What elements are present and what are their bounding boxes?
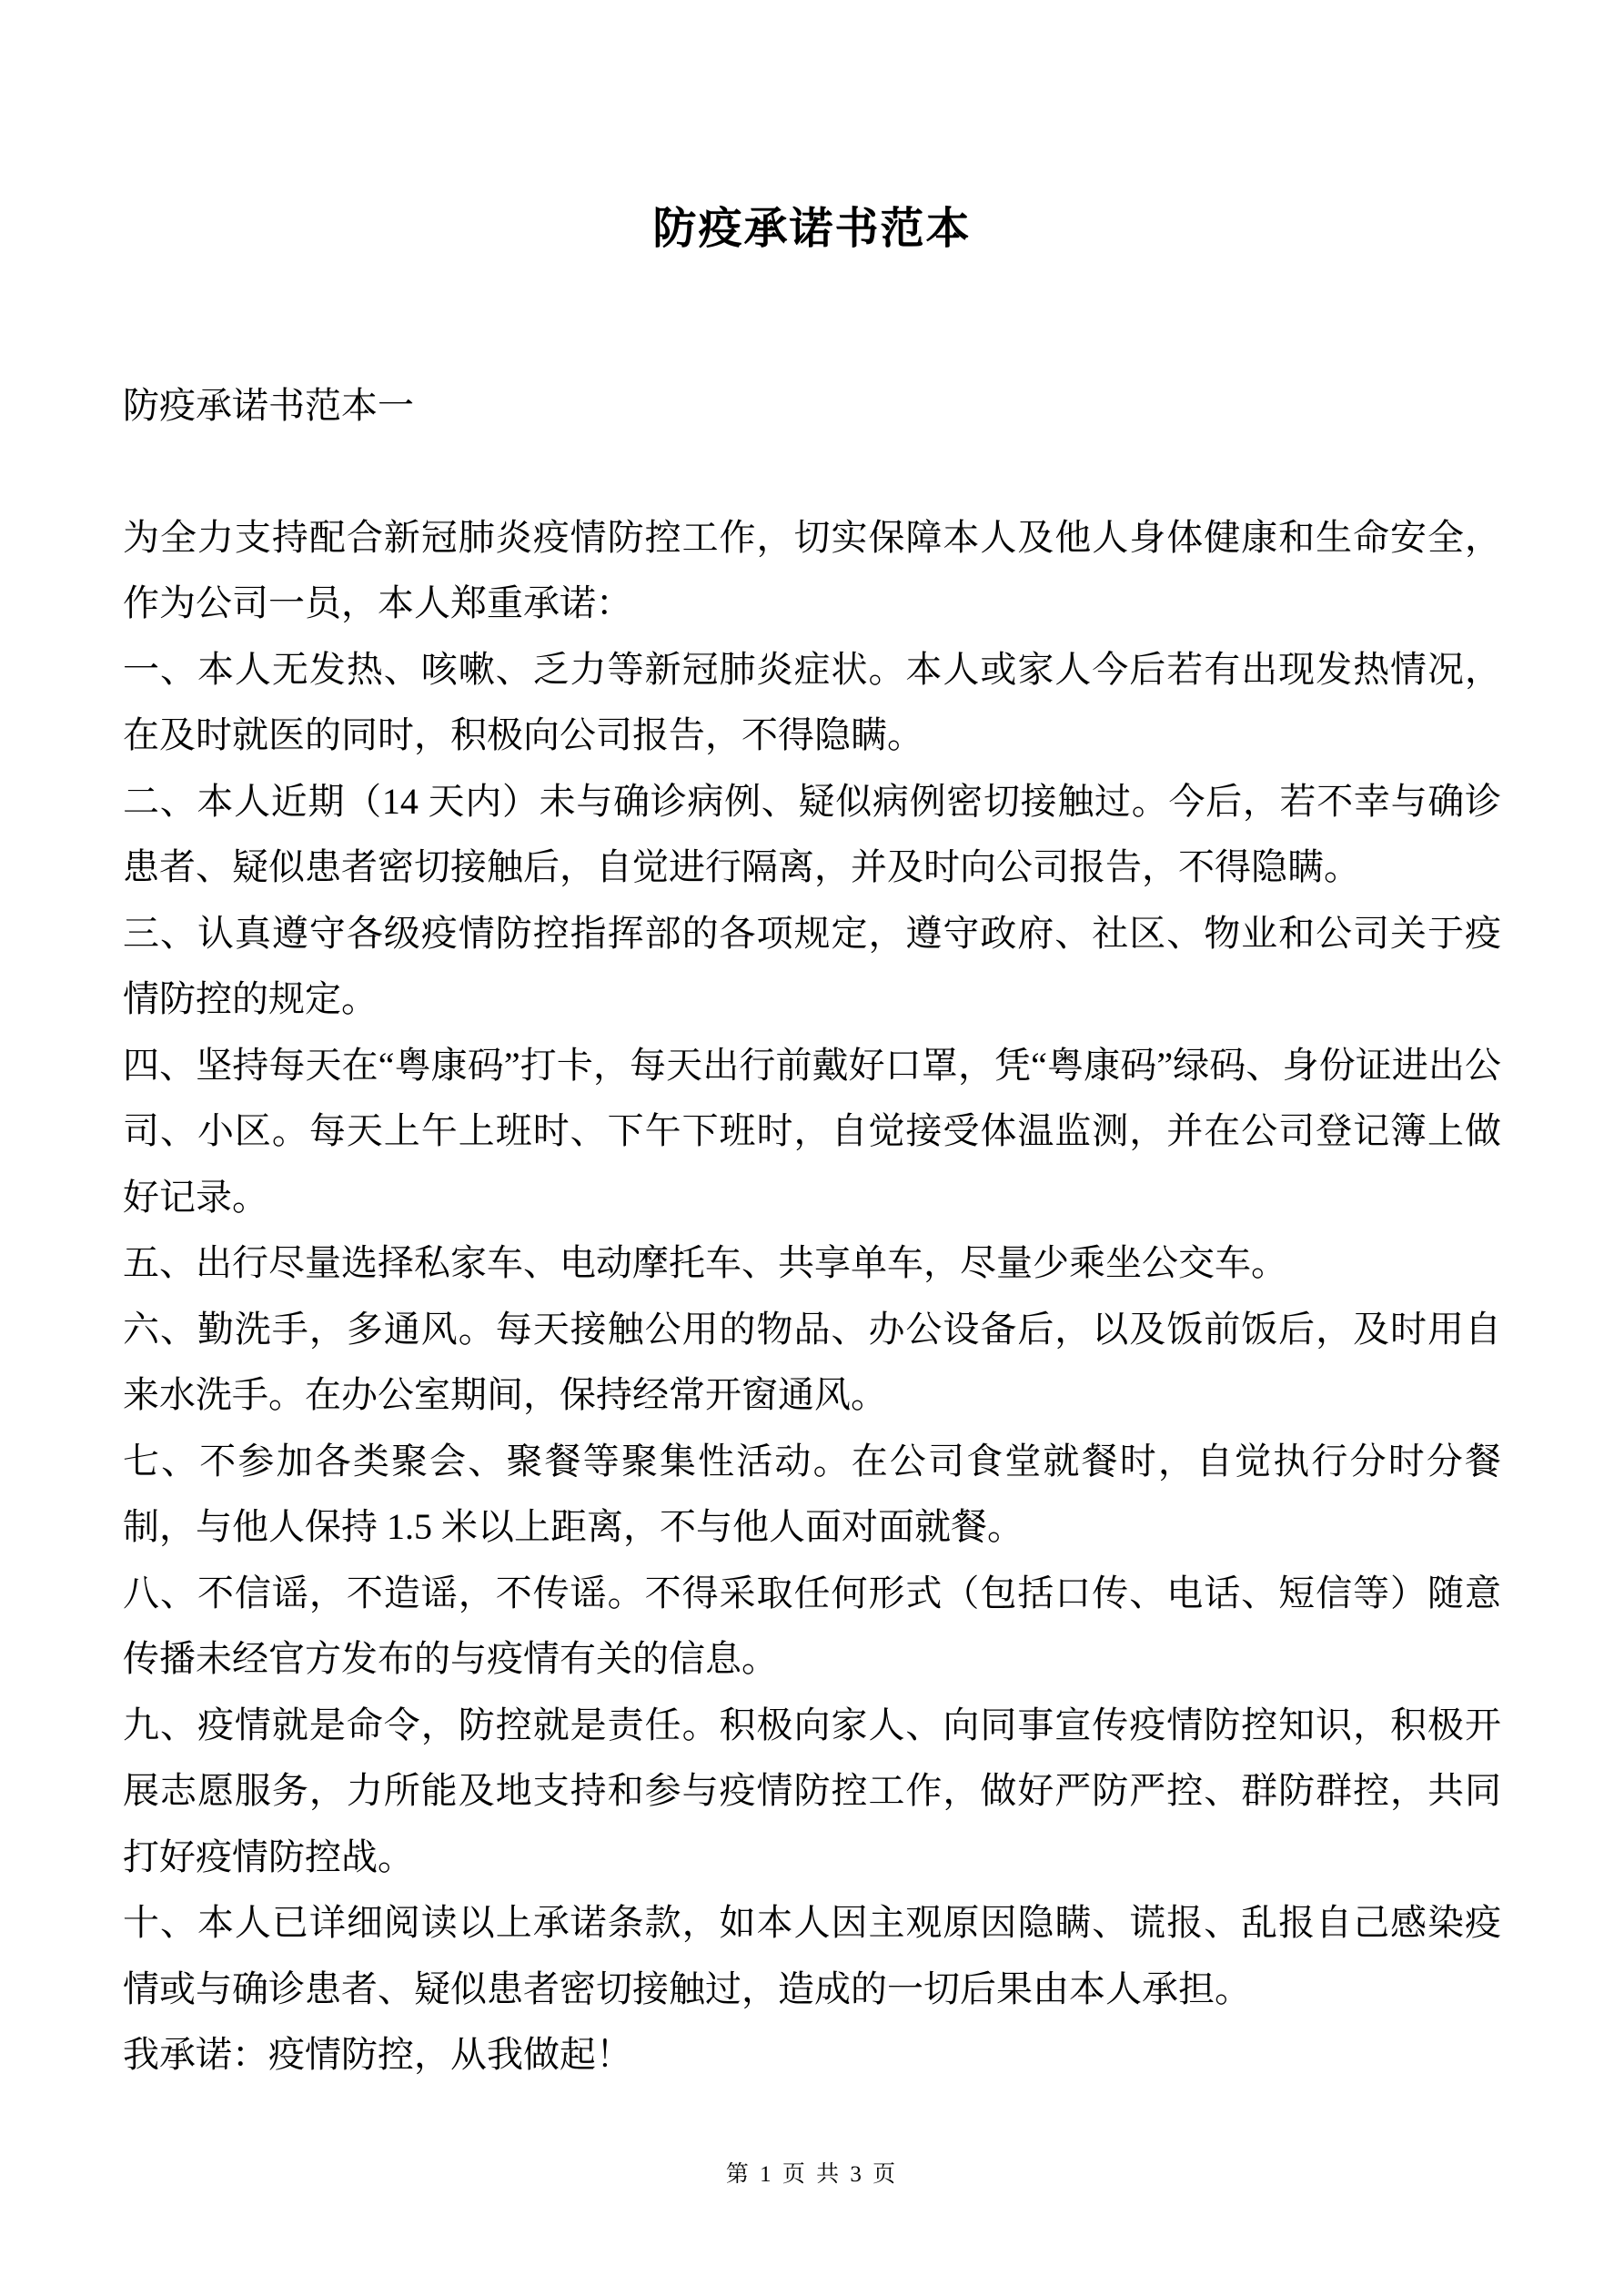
clause-2-paragraph: 二、本人近期（14 天内）未与确诊病例、疑似病例密切接触过。今后，若不幸与确诊患者、疑似患者密切接触后，自觉进行隔离，并及时向公司报告，不得隐瞒。 xyxy=(123,780,1501,887)
clause-4-paragraph: 四、坚持每天在“粤康码”打卡，每天出行前戴好口罩，凭“粤康码”绿码、身份证进出公司、小区。每天上午上班时、下午下班时，自觉接受体温监测，并在公司登记簿上做好记录。 xyxy=(123,1044,1501,1218)
clause-8-paragraph: 八、不信谣，不造谣，不传谣。不得采取任何形式（包括口传、电话、短信等）随意传播未经官方发布的与疫情有关的信息。 xyxy=(123,1572,1501,1679)
clause-5-paragraph: 五、出行尽量选择私家车、电动摩托车、共享单车，尽量少乘坐公交车。 xyxy=(123,1242,1287,1283)
intro-paragraph: 为全力支持配合新冠肺炎疫情防控工作，切实保障本人及他人身体健康和生命安全，作为公司一员，本人郑重承诺： xyxy=(123,516,1501,623)
clause-7-paragraph: 七、不参加各类聚会、聚餐等聚集性活动。在公司食堂就餐时，自觉执行分时分餐制，与他人保持 1.5 米以上距离，不与他人面对面就餐。 xyxy=(123,1440,1501,1547)
clause-10-paragraph: 十、本人已详细阅读以上承诺条款，如本人因主观原因隐瞒、谎报、乱报自己感染疫情或与确诊患者、疑似患者密切接触过，造成的一切后果由本人承担。 xyxy=(123,1902,1501,2009)
clause-3-paragraph: 三、认真遵守各级疫情防控指挥部的各项规定，遵守政府、社区、物业和公司关于疫情防控的规定。 xyxy=(123,912,1501,1019)
document-title: 防疫承诺书范本 xyxy=(652,205,972,253)
document-subtitle: 防疫承诺书范本一 xyxy=(123,385,414,426)
clause-1-paragraph: 一、本人无发热、咳嗽、乏力等新冠肺炎症状。本人或家人今后若有出现发热情况，在及时就医的同时，积极向公司报告，不得隐瞒。 xyxy=(123,648,1501,755)
pledge-paragraph: 我承诺：疫情防控，从我做起！ xyxy=(123,2034,632,2075)
clause-6-paragraph: 六、勤洗手，多通风。每天接触公用的物品、办公设备后，以及饭前饭后，及时用自来水洗手。在办公室期间，保持经常开窗通风。 xyxy=(123,1308,1501,1415)
clause-9-paragraph: 九、疫情就是命令，防控就是责任。积极向家人、向同事宣传疫情防控知识，积极开展志愿服务，力所能及地支持和参与疫情防控工作，做好严防严控、群防群控，共同打好疫情防控战。 xyxy=(123,1704,1501,1877)
page-number: 第 1 页 共 3 页 xyxy=(725,2162,899,2187)
document-body xyxy=(123,505,1501,2089)
